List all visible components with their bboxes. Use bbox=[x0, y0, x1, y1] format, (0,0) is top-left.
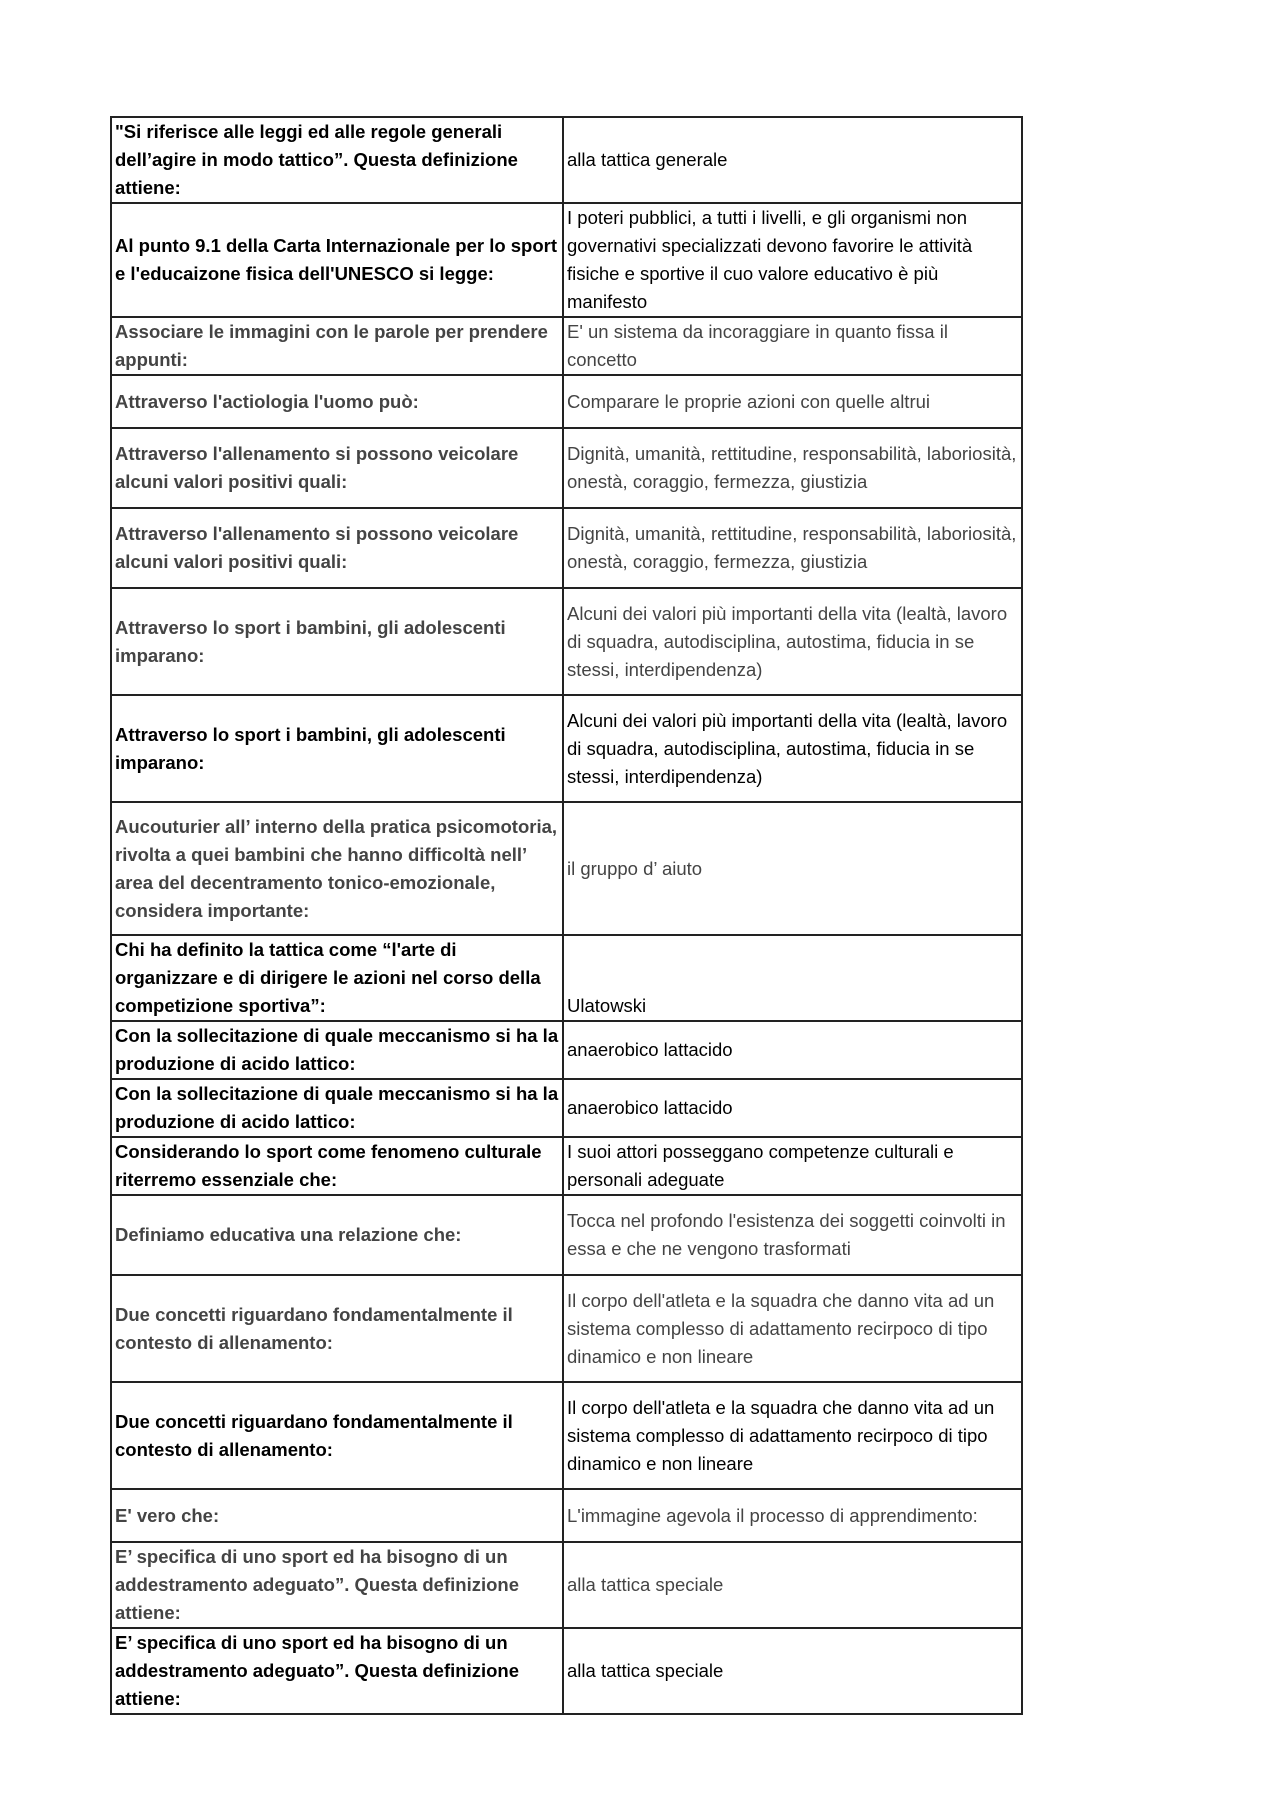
question-cell: Al punto 9.1 della Carta Internazionale per lo sport e l'educaizone fisica dell'UNESCO si legge: bbox=[111, 203, 563, 317]
answer-cell: alla tattica speciale bbox=[563, 1628, 1022, 1714]
question-cell: E’ specifica di uno sport ed ha bisogno di un addestramento adeguato”. Questa definizione attiene: bbox=[111, 1628, 563, 1714]
question-cell: Attraverso l'actiologia l'uomo può: bbox=[111, 375, 563, 428]
table-row bbox=[111, 1137, 1022, 1195]
table-row bbox=[111, 1628, 1022, 1714]
question-cell: Con la sollecitazione di quale meccanismo si ha la produzione di acido lattico: bbox=[111, 1021, 563, 1079]
table-row bbox=[111, 317, 1022, 375]
answer-cell: Il corpo dell'atleta e la squadra che danno vita ad un sistema complesso di adattamento recirpoco di tipo dinamico e non lineare bbox=[563, 1275, 1022, 1382]
table-row bbox=[111, 1382, 1022, 1489]
question-cell: Definiamo educativa una relazione che: bbox=[111, 1195, 563, 1275]
table-row bbox=[111, 695, 1022, 802]
table-row bbox=[111, 1489, 1022, 1542]
answer-cell: Dignità, umanità, rettitudine, responsabilità, laboriosità, onestà, coraggio, fermezza, giustizia bbox=[563, 508, 1022, 588]
table-row bbox=[111, 203, 1022, 317]
table-row bbox=[111, 375, 1022, 428]
answer-cell: alla tattica generale bbox=[563, 117, 1022, 203]
answer-cell: Tocca nel profondo l'esistenza dei soggetti coinvolti in essa e che ne vengono trasformati bbox=[563, 1195, 1022, 1275]
question-cell: E' vero che: bbox=[111, 1489, 563, 1542]
answer-cell: L'immagine agevola il processo di apprendimento: bbox=[563, 1489, 1022, 1542]
answer-cell: anaerobico lattacido bbox=[563, 1021, 1022, 1079]
answer-cell: alla tattica speciale bbox=[563, 1542, 1022, 1628]
answer-cell: il gruppo d’ aiuto bbox=[563, 802, 1022, 935]
question-cell: "Si riferisce alle leggi ed alle regole generali dell’agire in modo tattico”. Questa definizione attiene: bbox=[111, 117, 563, 203]
table-row bbox=[111, 935, 1022, 1021]
table-row bbox=[111, 117, 1022, 203]
question-cell: Chi ha definito la tattica come “l'arte di organizzare e di dirigere le azioni nel corso della competizione sportiva”: bbox=[111, 935, 563, 1021]
qa-table bbox=[110, 116, 1023, 1715]
question-cell: Due concetti riguardano fondamentalmente il contesto di allenamento: bbox=[111, 1275, 563, 1382]
question-cell: Aucouturier all’ interno della pratica psicomotoria, rivolta a quei bambini che hanno difficoltà nell’ area del decentramento tonico-emozionale, considera importante: bbox=[111, 802, 563, 935]
question-cell: Attraverso l'allenamento si possono veicolare alcuni valori positivi quali: bbox=[111, 428, 563, 508]
table-row bbox=[111, 802, 1022, 935]
table-row bbox=[111, 588, 1022, 695]
question-cell: Attraverso l'allenamento si possono veicolare alcuni valori positivi quali: bbox=[111, 508, 563, 588]
table-row bbox=[111, 1195, 1022, 1275]
answer-cell: Alcuni dei valori più importanti della vita (lealtà, lavoro di squadra, autodisciplina, autostima, fiducia in se stessi, interdipendenza) bbox=[563, 588, 1022, 695]
question-cell: Attraverso lo sport i bambini, gli adolescenti imparano: bbox=[111, 588, 563, 695]
answer-cell: Ulatowski bbox=[563, 935, 1022, 1021]
question-cell: Attraverso lo sport i bambini, gli adolescenti imparano: bbox=[111, 695, 563, 802]
answer-cell: E' un sistema da incoraggiare in quanto fissa il concetto bbox=[563, 317, 1022, 375]
answer-cell: Alcuni dei valori più importanti della vita (lealtà, lavoro di squadra, autodisciplina, autostima, fiducia in se stessi, interdipendenza) bbox=[563, 695, 1022, 802]
answer-cell: I poteri pubblici, a tutti i livelli, e gli organismi non governativi specializzati devono favorire le attività fisiche e sportive il cuo valore educativo è più manifesto bbox=[563, 203, 1022, 317]
answer-cell: anaerobico lattacido bbox=[563, 1079, 1022, 1137]
table-row bbox=[111, 1275, 1022, 1382]
table-row bbox=[111, 1542, 1022, 1628]
table-row bbox=[111, 1079, 1022, 1137]
question-cell: Considerando lo sport come fenomeno culturale riterremo essenziale che: bbox=[111, 1137, 563, 1195]
answer-cell: Comparare le proprie azioni con quelle altrui bbox=[563, 375, 1022, 428]
question-cell: Due concetti riguardano fondamentalmente il contesto di allenamento: bbox=[111, 1382, 563, 1489]
table-row bbox=[111, 428, 1022, 508]
answer-cell: I suoi attori posseggano competenze culturali e personali adeguate bbox=[563, 1137, 1022, 1195]
answer-cell: Il corpo dell'atleta e la squadra che danno vita ad un sistema complesso di adattamento recirpoco di tipo dinamico e non lineare bbox=[563, 1382, 1022, 1489]
table-row bbox=[111, 1021, 1022, 1079]
answer-cell: Dignità, umanità, rettitudine, responsabilità, laboriosità, onestà, coraggio, fermezza, giustizia bbox=[563, 428, 1022, 508]
question-cell: Con la sollecitazione di quale meccanismo si ha la produzione di acido lattico: bbox=[111, 1079, 563, 1137]
table-row bbox=[111, 508, 1022, 588]
question-cell: Associare le immagini con le parole per prendere appunti: bbox=[111, 317, 563, 375]
question-cell: E’ specifica di uno sport ed ha bisogno di un addestramento adeguato”. Questa definizione attiene: bbox=[111, 1542, 563, 1628]
